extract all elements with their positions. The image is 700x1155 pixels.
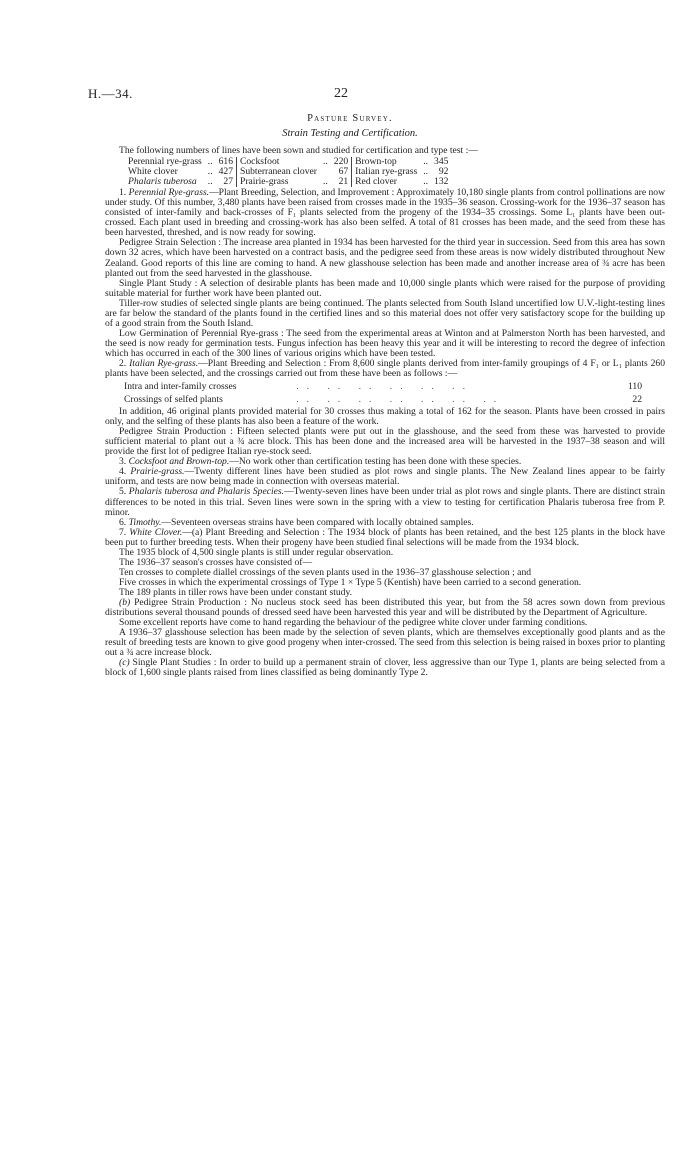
paragraph: 7. White Clover.—(a) Plant Breeding and Selection : The 1934 block of plants has been retained, and the best 125 plants in the block have been put to further breeding tests. When their progeny have been studied final selections will be made from the 1934 block. — [105, 526, 665, 548]
table-cell: Cocksfoot — [239, 156, 280, 168]
table-cell: Prairie-grass — [239, 176, 289, 188]
table-cell: Subterranean clover — [239, 166, 317, 178]
table-row — [125, 177, 451, 187]
paragraph: 3. Cocksfoot and Brown-top.—No work other than certification testing has been done with these species. — [119, 456, 522, 468]
paragraph: 5. Phalaris tuberosa and Phalaris Species.—Twenty-seven lines have been under trial as plot rows and single plants. There are distinct strain differences to be noted in this trial. Seven lines were sown in the spring with a view to testing for certification Phalaris tuberosa free from P. minor. — [105, 486, 666, 518]
table-row — [123, 393, 643, 406]
paragraph: Some excellent reports have come to hand regarding the behaviour of the pedigree white clover under farming conditions. — [119, 617, 588, 629]
paragraph: (b) Pedigree Strain Production : No nucleus stock seed has been distributed this year, but from the 58 acres sown down from previous distributions several thousand pounds of dressed seed have been harvested this year and will be distributed by the Department of Agriculture. — [105, 596, 665, 619]
table-cell: Crossings of selfed plants — [124, 394, 223, 406]
table-cell: 427 — [216, 167, 237, 177]
table-cell: Intra and inter-family crosses — [124, 381, 237, 393]
paragraph: In addition, 46 original plants provided material for 30 crosses thus making a total of 162 for the season. Plants have been crossed in pairs only, and the selfing of these plants has also been a feature of the work. — [105, 406, 665, 428]
table-cell: 132 — [434, 176, 449, 188]
table-cell: 345 — [434, 156, 449, 168]
table-row — [123, 380, 643, 393]
paragraph: The 1935 block of 4,500 single plants is still under regular observation. — [119, 546, 394, 558]
paragraph: 6. Timothy.—Seventeen overseas strains have been compared with locally obtained samples. — [119, 516, 474, 528]
section-title: Pasture Survey. — [307, 113, 393, 124]
paragraph: Pedigree Strain Selection : The increase area planted in 1934 has been harvested for the third year in succession. Seed from this area has sown down 32 acres, which have been harvested on a contract basis, and the pedigree seed from these areas is now widely distributed throughout New Zealand. Good reports of this line are coming to hand. A new glasshouse selection has been made and another increase area of ¾ acre has been planted out from the seed harvested in the glasshouse. — [105, 237, 665, 279]
paragraph: Low Germination of Perennial Rye-grass : The seed from the experimental areas at Winton and at Palmerston North has been harvested, and the seed is now ready for germination tests. Fungus infection has been heavy this year and it will be interesting to record the degree of infection which has occurred in each of the 300 lines of various origins which have been tested. — [105, 327, 665, 359]
table-cell: 616 — [216, 157, 237, 167]
list-item: Five crosses in which the experimental crossings of Type 1 × Type 5 (Kentish) have been carried to a second generation. — [119, 576, 582, 588]
paragraph: (c) Single Plant Studies : In order to build up a permanent strain of clover, less aggressive than our Type 1, plants are being selected from a block of 1,600 single plants raised from lines classified as being dominantly Type 2. — [105, 657, 665, 679]
table-cell: .. — [207, 176, 213, 188]
table-cell: 92 — [438, 166, 449, 178]
paragraph: Tiller-row studies of selected single plants are being continued. The plants selected from South Island uncertified low U.V.-light-testing lines are far below the standard of the plants found in the certified lines and so this material does not offer very satisfactory scope for the building up of a good strain from the South Island. — [105, 297, 665, 329]
table-cell: 220 — [331, 157, 352, 167]
table-cell: .. — [423, 156, 429, 168]
paragraph: 1. Perennial Rye-grass.—Plant Breeding, Selection, and Improvement : Approximately 10,180 single plants from control pollinations are now under study. Of this number, 3,480 plants have been raised from crosses made in the 1935–36 season. Crossing-work for the 1936–37 season has consisted of inter-family and back-crosses of F₁ plants selected from the progeny of the 1934–35 crossings. Some L₁ plants have been out-crossed. Each plant used in breeding and crossing-work has also been selfed. A total of 81 crosses has been made, and the seed from these has been harvested, threshed, and is now ready for sowing. — [105, 187, 666, 239]
paragraph: Pedigree Strain Production : Fifteen selected plants were put out in the glasshouse, and the seed from these was harvested to provide sufficient material to plant out a ¾ acre block. This has been done and the increased area will be harvested in the 1937–38 season and will provide the first lot of pedigree Italian rye-stock seed. — [105, 426, 665, 458]
table-cell: .. — [207, 156, 213, 168]
table-cell: .. .. .. .. .. .. .. — [296, 394, 505, 406]
lines-count-table — [125, 157, 451, 187]
body-text — [105, 146, 665, 678]
table-cell: Italian rye-grass — [355, 166, 418, 178]
crosses-table — [123, 380, 643, 406]
table-cell: Phalaris tuberosa — [128, 176, 197, 188]
table-cell: Brown-top — [355, 156, 397, 168]
intro-paragraph: The following numbers of lines have been sown and studied for certification and type test :— — [119, 145, 478, 156]
table-cell: 22 — [632, 394, 642, 406]
table-cell: .. — [423, 166, 429, 178]
table-cell: .. — [322, 176, 328, 188]
report-code: H.—34. — [88, 86, 133, 101]
table-cell: 110 — [627, 381, 642, 393]
table-cell: Red clover — [355, 176, 397, 188]
list-item: Ten crosses to complete diallel crossings of the seven plants used in the 1936–37 glasshouse selection ; and — [119, 566, 532, 578]
table-cell: .. — [423, 176, 429, 188]
paragraph: 2. Italian Rye-grass.—Plant Breeding and Selection : From 8,600 single plants derived from inter-family groupings of 4 F₁ or L₁ plants 260 plants have been selected, and the crossings carried out from these have been as follows :— — [105, 357, 665, 380]
paragraph: A 1936–37 glasshouse selection has been made by the selection of seven plants, which are themselves exceptionally good plants and as the result of breeding tests are known to give good progeny when inter-crossed. The seed from this selection is being raised in boxes prior to planting out a ¾ acre increase block. — [105, 627, 665, 659]
paragraph: Single Plant Study : A selection of desirable plants has been made and 10,000 single plants which were raised for the purpose of providing suitable material for further work have been planted out. — [105, 277, 665, 299]
table-cell: 67 — [331, 167, 352, 177]
section-subtitle: Strain Testing and Certification. — [282, 128, 418, 139]
page-number: 22 — [334, 86, 348, 101]
table-cell: .. — [207, 166, 213, 178]
paragraph: The 1936–37 season's crosses have consisted of— — [119, 556, 313, 568]
table-cell: 21 — [331, 177, 352, 187]
table-cell: 27 — [216, 177, 237, 187]
paragraph: 4. Prairie-grass.—Twenty different lines have been studied as plot rows and single plants. The New Zealand lines appear to be fairly uniform, and tests are now being made in connection with overseas material. — [105, 466, 665, 488]
paragraph: The 189 plants in tiller rows have been under constant study. — [119, 586, 353, 598]
table-cell: .. — [322, 156, 328, 168]
table-cell: Perennial rye-grass — [128, 156, 202, 168]
table-cell: White clover — [128, 166, 178, 178]
table-cell: .. .. .. .. .. .. — [296, 381, 473, 393]
